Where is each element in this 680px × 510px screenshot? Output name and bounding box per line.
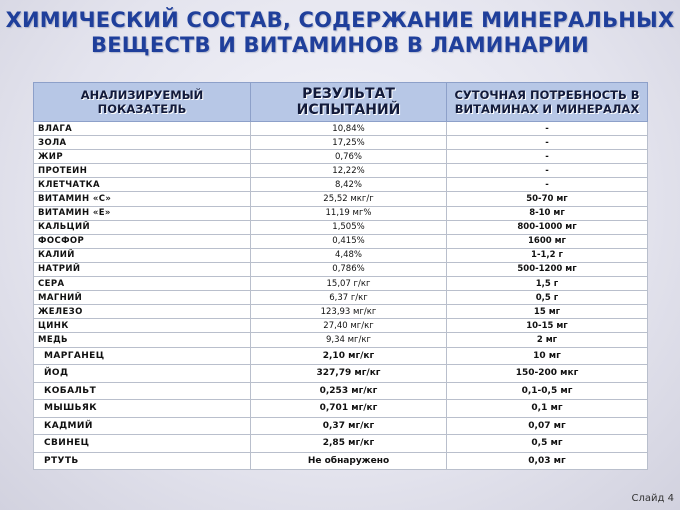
row-need: 0,07 мг (447, 417, 648, 435)
row-need: 1,5 г (447, 277, 648, 291)
row-result: 0,786% (251, 262, 447, 276)
row-need: 0,03 мг (447, 452, 648, 470)
table-row (34, 220, 648, 234)
row-need: 0,1 мг (447, 400, 648, 418)
table-row (34, 164, 648, 178)
row-need: 8-10 мг (447, 206, 648, 220)
header-need-line-2: ВИТАМИНАХ И МИНЕРАЛАХ (454, 102, 640, 116)
row-result: 12,22% (251, 164, 447, 178)
row-need: - (447, 178, 648, 192)
row-result: 2,85 мг/кг (251, 435, 447, 453)
row-need: 800-1000 мг (447, 220, 648, 234)
row-need: 500-1200 мг (447, 262, 648, 276)
row-need: 15 мг (447, 305, 648, 319)
table-row (34, 178, 648, 192)
row-result: 11,19 мг% (251, 206, 447, 220)
table-row (34, 400, 648, 418)
row-name: СВИНЕЦ (34, 435, 251, 453)
row-need: 0,5 г (447, 291, 648, 305)
row-need: 0,1-0,5 мг (447, 382, 648, 400)
row-need: - (447, 136, 648, 150)
row-name: НАТРИЙ (34, 262, 251, 276)
table-row (34, 291, 648, 305)
row-need: 10-15 мг (447, 319, 648, 333)
table-row (34, 206, 648, 220)
row-name: ЗОЛА (34, 136, 251, 150)
table-header-row (34, 83, 648, 122)
row-result: 1,505% (251, 220, 447, 234)
row-need: 2 мг (447, 333, 648, 347)
table-row (34, 150, 648, 164)
row-result: 2,10 мг/кг (251, 347, 447, 365)
header-param: АНАЛИЗИРУЕМЫЙ ПОКАЗАТЕЛЬ (34, 83, 251, 122)
table-row (34, 305, 648, 319)
row-result: 10,84% (251, 122, 447, 136)
table-row (34, 382, 648, 400)
row-need: 1-1,2 г (447, 248, 648, 262)
row-result: 15,07 г/кг (251, 277, 447, 291)
title-line-1: ХИМИЧЕСКИЙ СОСТАВ, СОДЕРЖАНИЕ МИНЕРАЛЬНЫХ (5, 8, 675, 32)
row-name: КАЛИЙ (34, 248, 251, 262)
row-result: 0,253 мг/кг (251, 382, 447, 400)
row-name: РТУТЬ (34, 452, 251, 470)
row-need: 1600 мг (447, 234, 648, 248)
table-row (34, 136, 648, 150)
row-name: МЕДЬ (34, 333, 251, 347)
row-name: МАГНИЙ (34, 291, 251, 305)
row-name: ЖИР (34, 150, 251, 164)
row-name: ЖЕЛЕЗО (34, 305, 251, 319)
table-row (34, 435, 648, 453)
row-result: 25,52 мкг/г (251, 192, 447, 206)
table-row (34, 417, 648, 435)
row-name: МАРГАНЕЦ (34, 347, 251, 365)
table-row (34, 192, 648, 206)
row-name: КАДМИЙ (34, 417, 251, 435)
title-line-2: ВЕЩЕСТВ И ВИТАМИНОВ В ЛАМИНАРИИ (91, 33, 589, 57)
row-name: СЕРА (34, 277, 251, 291)
table-row (34, 452, 648, 470)
row-name: ВИТАМИН «С» (34, 192, 251, 206)
slide-title (0, 8, 680, 58)
row-result: 0,37 мг/кг (251, 417, 447, 435)
row-result: 0,701 мг/кг (251, 400, 447, 418)
row-name: КАЛЬЦИЙ (34, 220, 251, 234)
row-name: КОБАЛЬТ (34, 382, 251, 400)
table-row (34, 333, 648, 347)
row-name: КЛЕТЧАТКА (34, 178, 251, 192)
table-row (34, 248, 648, 262)
row-name: ВЛАГА (34, 122, 251, 136)
row-result: 0,76% (251, 150, 447, 164)
row-result: 8,42% (251, 178, 447, 192)
composition-table (33, 82, 648, 470)
row-name: ВИТАМИН «Е» (34, 206, 251, 220)
row-name: МЫШЬЯК (34, 400, 251, 418)
table-body (34, 122, 648, 470)
table-row (34, 277, 648, 291)
row-result: 123,93 мг/кг (251, 305, 447, 319)
slide-number: Слайд 4 (631, 493, 674, 504)
row-need: 10 мг (447, 347, 648, 365)
row-need: - (447, 150, 648, 164)
table-row (34, 319, 648, 333)
table-row (34, 122, 648, 136)
table-row (34, 347, 648, 365)
row-name: ФОСФОР (34, 234, 251, 248)
row-result: 327,79 мг/кг (251, 365, 447, 383)
table-row (34, 262, 648, 276)
row-result: 6,37 г/кг (251, 291, 447, 305)
table-row (34, 365, 648, 383)
row-result: 9,34 мг/кг (251, 333, 447, 347)
row-name: ЙОД (34, 365, 251, 383)
row-need: - (447, 164, 648, 178)
table-row (34, 234, 648, 248)
row-result: Не обнаружено (251, 452, 447, 470)
row-need: - (447, 122, 648, 136)
row-need: 50-70 мг (447, 192, 648, 206)
row-name: ПРОТЕИН (34, 164, 251, 178)
row-need: 150-200 мкг (447, 365, 648, 383)
row-need: 0,5 мг (447, 435, 648, 453)
header-need-line-1: СУТОЧНАЯ ПОТРЕБНОСТЬ В (454, 88, 640, 102)
row-result: 4,48% (251, 248, 447, 262)
row-name: ЦИНК (34, 319, 251, 333)
header-result: РЕЗУЛЬТАТ ИСПЫТАНИЙ (251, 83, 447, 122)
header-need (447, 83, 648, 122)
row-result: 0,415% (251, 234, 447, 248)
row-result: 27,40 мг/кг (251, 319, 447, 333)
row-result: 17,25% (251, 136, 447, 150)
